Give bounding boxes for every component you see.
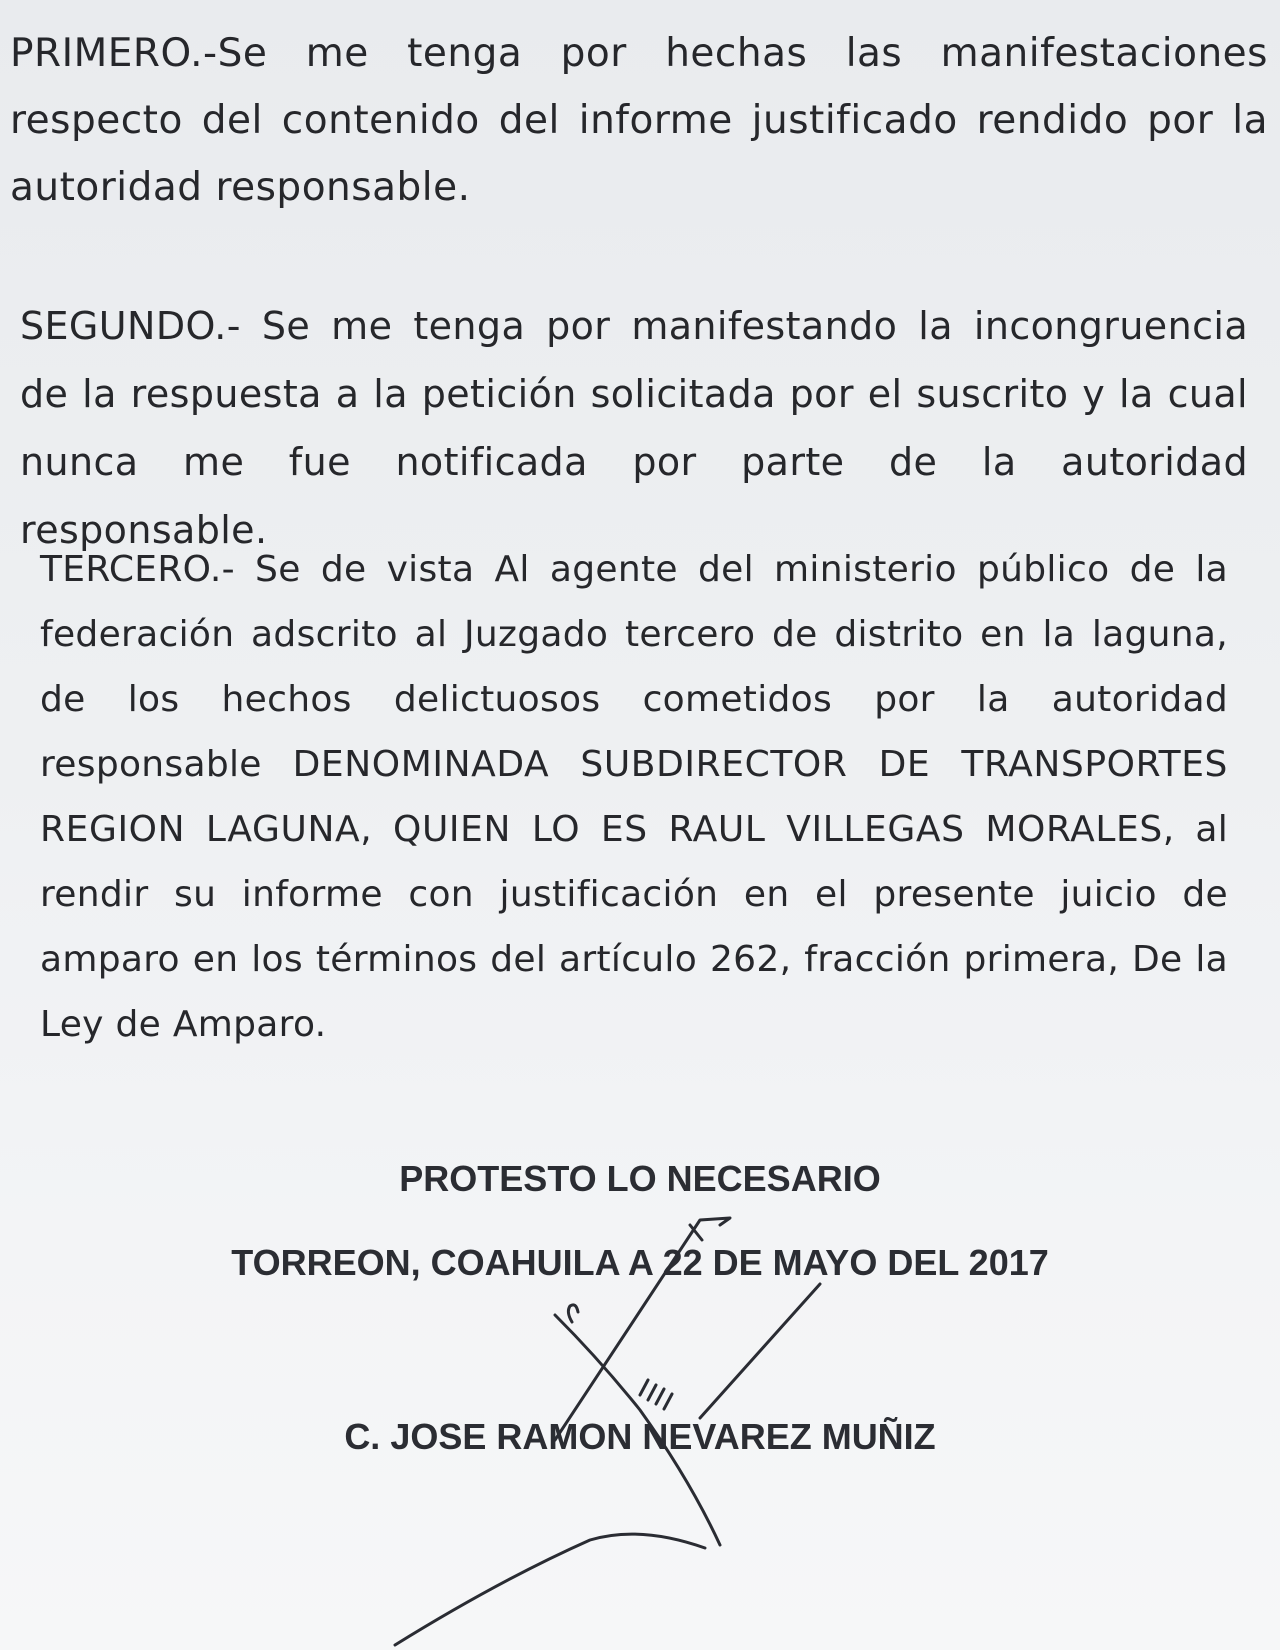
signer-name: C. JOSE RAMON NEVAREZ MUÑIZ	[344, 1416, 936, 1457]
paragraph-segundo-text: Se me tenga por manifestando la incongruencia de la respuesta a la petición solicitada por el suscrito y la cual nunca me fue notificada por parte de la autoridad responsable.	[20, 304, 1249, 552]
closing-protesto: PROTESTO LO NECESARIO	[399, 1158, 881, 1199]
paragraph-tercero-text-before: Se de vista Al agente del ministerio público de la federación adscrito al Juzgado tercero de distrito en la laguna, de los hechos delictuosos cometidos por la autoridad responsable	[40, 549, 1228, 785]
paragraph-segundo-heading: SEGUNDO.-	[20, 304, 241, 348]
paragraph-segundo	[20, 292, 1248, 564]
paragraph-primero-text: Se me tenga por hechas las manifestaciones respecto del contenido del informe justificado rendido por la autoridad responsable.	[10, 31, 1268, 210]
paragraph-primero	[10, 20, 1268, 221]
paragraph-tercero-text-after: al rendir su informe con justificación en el presente juicio de amparo en los términos del artículo 262, fracción primera, De la Ley de Amparo.	[40, 809, 1229, 1045]
paragraph-primero-heading: PRIMERO.-	[10, 31, 218, 76]
paragraph-tercero	[40, 537, 1228, 1057]
paragraph-tercero-heading: TERCERO.-	[40, 549, 235, 590]
closing-place-date: TORREON, COAHUILA A 22 DE MAYO DEL 2017	[231, 1242, 1049, 1283]
paragraph-tercero-text-upper: DENOMINADA SUBDIRECTOR DE TRANSPORTES REGION LAGUNA, QUIEN LO ES RAUL VILLEGAS MORALES,	[40, 744, 1228, 850]
